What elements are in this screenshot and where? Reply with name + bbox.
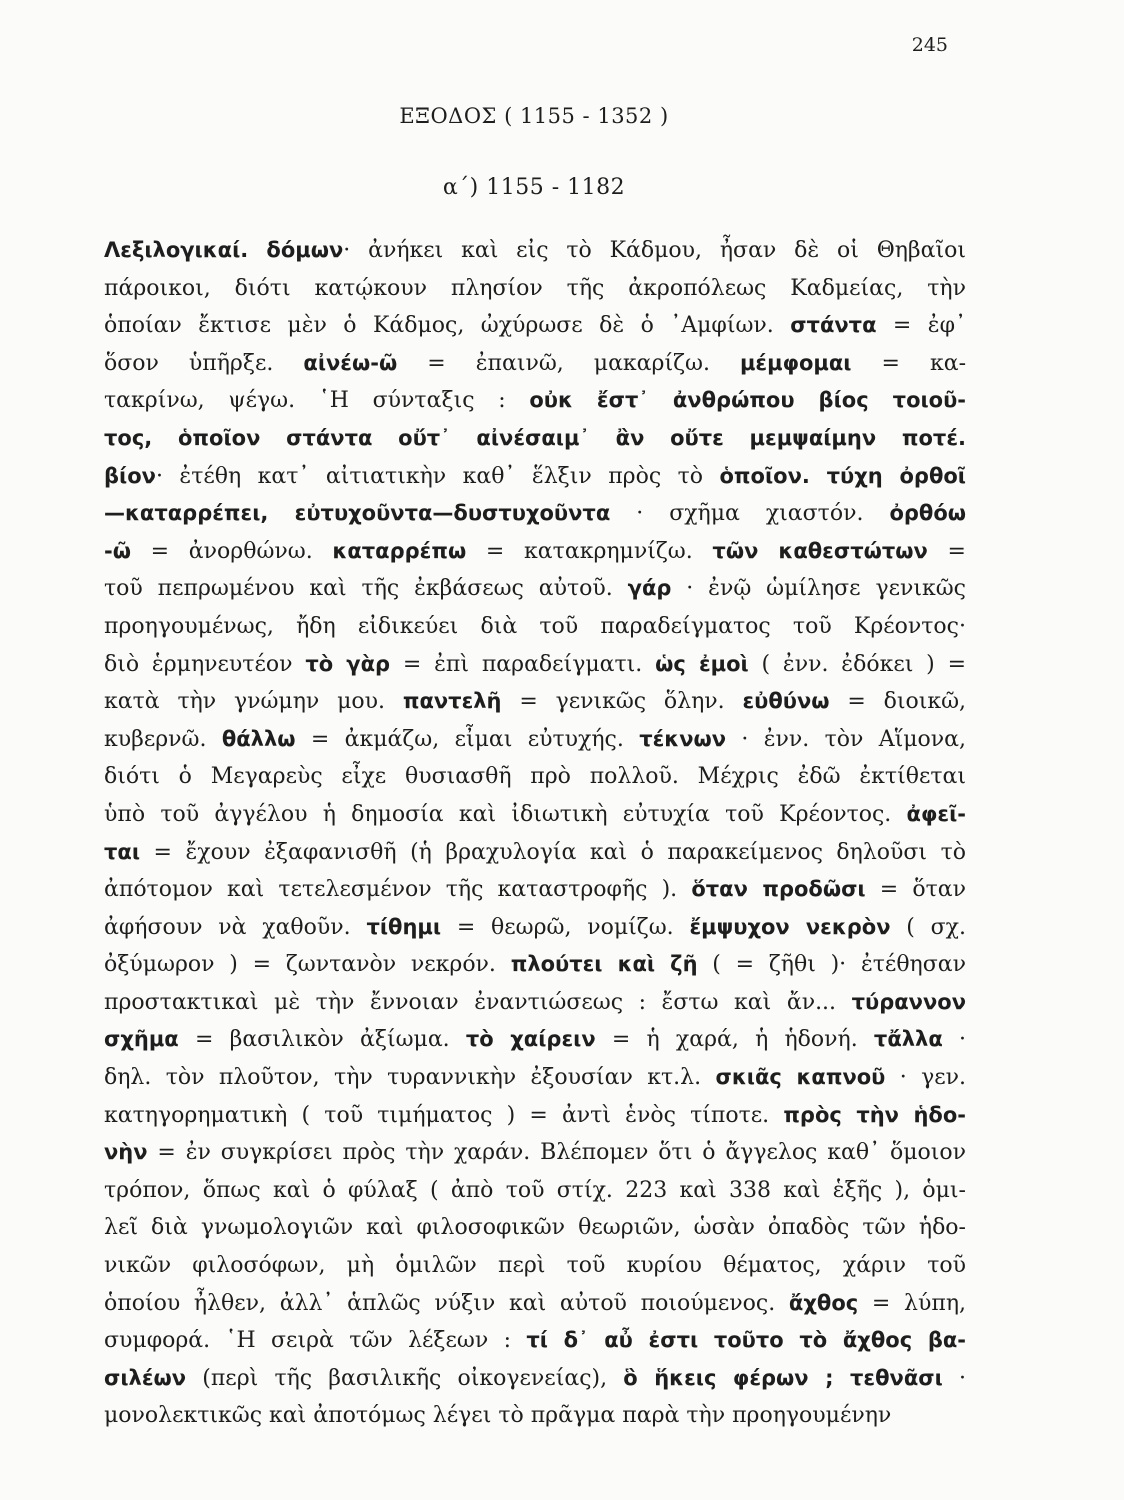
text-line [104,871,966,909]
gloss-text: ἀπότομον καὶ τετελεσμένον τῆς καταστροφῆς ). [104,877,692,903]
lemma-term: ἔμψυχον νεκρὸν [689,914,891,939]
gloss-text: τρόπον, ὅπως καὶ ὁ φύλαξ ( ἀπὸ τοῦ στίχ. 223 καὶ 338 καὶ ἑξῆς ), ὁμι- [104,1177,966,1203]
text-line [104,495,966,533]
gloss-text: συμφορά. ῾Η σειρὰ τῶν λέξεων : [104,1328,527,1354]
gloss-text: = ἐν συγκρίσει πρὸς τὴν χαράν. Βλέπομεν ὅτι ὁ ἄγγελος καθ᾿ ὅμοιον [147,1140,966,1166]
lemma-term: τὸ γὰρ [305,651,391,676]
text-line [104,608,966,646]
gloss-text: διότι ὁ Μεγαρεὺς εἶχε θυσιασθῆ πρὸ πολλοῦ. Μέχρις ἐδῶ ἐκτίθεται [104,764,966,790]
text-line [104,1322,966,1360]
gloss-text: = ἐπαινῶ, μακαρίζω. [397,350,740,376]
lemma-term: εὐθύνω [742,689,830,714]
lemma-term: τἄλλα [873,1027,943,1052]
gloss-text: ὅσον ὑπῆρξε. [104,350,304,376]
lemma-term: οὐκ ἔστ᾿ ἀνθρώπου βίος τοιοῦ- [529,388,967,413]
gloss-text: = [927,538,966,564]
text-line [104,1059,966,1097]
text-line [104,984,966,1022]
lemma-term: ὃ ἥκεις φέρων ; τεθνᾶσι [623,1365,943,1390]
lemma-term: —καταρρέπει, εὐτυχοῦντα—δυστυχοῦντα [104,501,611,526]
gloss-text: = ἐφ᾿ [876,313,966,339]
lemma-term: αἰνέω-ῶ [303,350,398,375]
gloss-text: · [942,1365,966,1391]
gloss-text: κυβερνῶ. [104,726,222,752]
gloss-text: ( σχ. [890,914,966,940]
text-line [104,834,966,872]
gloss-text: = ἔχουν ἐξαφανισθῆ (ἡ βραχυλογία καὶ ὁ παρακείμενος δηλοῦσι τὸ [140,839,966,865]
gloss-text: = ἡ χαρά, ἡ ἡδονή. [595,1027,874,1053]
gloss-text: τοῦ πεπρωμένου καὶ τῆς ἐκβάσεως αὐτοῦ. [104,576,628,602]
lemma-term: παντελῆ [402,689,502,714]
gloss-text: τακρίνω, ψέγω. ῾Η σύνταξις : [104,388,530,414]
gloss-text: = κατακρημνίζω. [466,538,713,564]
text-line [104,721,966,759]
gloss-text: = θεωρῶ, νομίζω. [441,914,690,940]
gloss-text: · ἐτέθη κατ᾿ αἰτιατικὴν καθ᾿ ἕλξιν πρὸς τὸ [155,463,720,489]
gloss-text: = ἐπὶ παραδείγματι. [390,651,656,677]
text-line [104,458,966,496]
gloss-text: · ἐνῷ ὡμίλησε γενικῶς [671,576,966,602]
lemma-term: καταρρέπω [332,538,467,563]
text-line [104,232,966,270]
lemma-term: θάλλω [221,726,296,751]
gloss-text: = κα- [851,350,966,376]
lemma-term: ὡς ἐμοὶ [655,651,749,676]
gloss-text: = διοικῶ, [829,689,967,715]
gloss-text: ἀφήσουν νὰ χαθοῦν. [104,914,367,940]
text-line [104,1097,966,1135]
text-line [104,1172,966,1210]
text-line [104,946,966,984]
lemma-term: Λεξιλογικαί. δόμων [104,238,344,262]
text-line [104,345,966,383]
lemma-term: στάντα [790,313,877,338]
gloss-text: = γενικῶς ὅλην. [501,689,743,715]
lemma-term: ὁποῖον. τύχη ὀρθοῖ [719,463,966,488]
lemma-term: πλούτει καὶ ζῆ [510,952,698,977]
gloss-text: ὁποίαν ἔκτισε μὲν ὁ Κάδμος, ὠχύρωσε δὲ ὁ ᾿Αμφίων. [104,313,791,339]
gloss-text: ὑπὸ τοῦ ἀγγέλου ἡ δημοσία καὶ ἰδιωτικὴ εὐτυχία τοῦ Κρέοντος. [104,801,907,827]
text-line [104,1021,966,1059]
text-line [104,646,966,684]
text-line [104,1360,966,1398]
lemma-term: τὸ χαίρειν [465,1027,596,1052]
lemma-term: τύραννον [851,989,966,1014]
gloss-text: ὁποίου ἦλθεν, ἀλλ᾿ ἁπλῶς νύξιν καὶ αὐτοῦ ποιούμενος. [104,1290,789,1316]
text-line [104,270,966,308]
page-number: 245 [911,34,948,56]
gloss-text: · σχῆμα χιαστόν. [610,501,890,527]
gloss-text: νικῶν φιλοσόφων, μὴ ὁμιλῶν περὶ τοῦ κυρίου θέματος, χάριν τοῦ [104,1253,966,1279]
gloss-text: = ὅταν [865,877,966,903]
gloss-text: μονολεκτικῶς καὶ ἀποτόμως λέγει τὸ πρᾶγμα παρὰ τὴν προηγουμένην [104,1403,892,1429]
lemma-term: τί δ᾿ αὖ ἐστι τοῦτο τὸ ἄχθος βα- [526,1328,966,1353]
gloss-text: προστακτικαὶ μὲ τὴν ἔννοιαν ἐναντιώσεως : ἔστω καὶ ἄν... [104,989,852,1015]
gloss-text: κατηγορηματικὴ ( τοῦ τιμήματος ) = ἀντὶ ἑνὸς τίποτε. [104,1102,784,1128]
gloss-text: = ἀκμάζω, εἶμαι εὐτυχής. [295,726,640,752]
gloss-text: = λύπη, [858,1290,966,1316]
gloss-text: ὀξύμωρον ) = ζωντανὸν νεκρόν. [104,952,511,978]
lemma-term: πρὸς τὴν ἡδο- [783,1102,966,1127]
text-line [104,758,966,796]
lemma-term: γάρ [627,576,672,601]
gloss-text: λεῖ διὰ γνωμολογιῶν καὶ φιλοσοφικῶν θεωριῶν, ὡσὰν ὀπαδὸς τῶν ἡδο- [104,1215,966,1241]
text-line [104,533,966,571]
text-line [104,420,966,458]
gloss-text: πάροικοι, διότι κατῴκουν πλησίον τῆς ἀκροπόλεως Καδμείας, τὴν [104,275,966,301]
text-line [104,1285,966,1323]
lemma-term: σιλέων [104,1365,187,1390]
lemma-term: ἀφεῖ- [906,801,966,826]
lemma-term: τος, ὁποῖον στάντα οὔτ᾿ αἰνέσαιμ᾿ ἂν οὔτε μεμψαίμην ποτέ. [104,425,966,450]
text-line [104,307,966,345]
lemma-term: ὅταν προδῶσι [691,877,866,902]
lemma-term: -ῶ [104,538,131,563]
gloss-text: · ἐνν. τὸν Αἵμονα, [726,726,967,752]
lemma-term: τίθημι [366,914,442,939]
gloss-text: · γεν. [885,1065,966,1091]
text-line [104,909,966,947]
lemma-term: τέκνων [639,726,727,751]
text-line [104,1247,966,1285]
text-line [104,570,966,608]
lemma-term: ται [104,839,141,864]
lemma-term: σχῆμα [104,1027,179,1052]
text-line [104,796,966,834]
gloss-text: δηλ. τὸν πλοῦτον, τὴν τυραννικὴν ἐξουσίαν κτ.λ. [104,1065,716,1091]
gloss-text: (περὶ τῆς βασιλικῆς οἰκογενείας), [186,1365,624,1391]
subsection-heading: α΄) 1155 - 1182 [442,175,626,200]
lemma-term: νὴν [104,1140,148,1165]
gloss-text: διὸ ἑρμηνευτέον [104,651,306,677]
text-line [104,1397,966,1435]
text-line [104,683,966,721]
commentary-text [104,232,966,1435]
gloss-text: κατὰ τὴν γνώμην μου. [104,689,403,715]
lemma-term: τῶν καθεστώτων [712,538,928,563]
text-line [104,1209,966,1247]
text-line [104,382,966,420]
lemma-term: ἄχθος [788,1290,859,1315]
lemma-term: βίον [104,463,156,488]
gloss-text: ( ἐνν. ἐδόκει ) = [748,651,967,677]
text-line [104,1134,966,1172]
gloss-text: · [942,1027,966,1053]
gloss-text: · ἀνήκει καὶ εἰς τὸ Κάδμου, ἦσαν δὲ οἱ Θηβαῖοι [343,238,966,263]
section-heading: ΕΞΟΔΟΣ ( 1155 - 1352 ) [399,104,669,128]
lemma-term: σκιᾶς καπνοῦ [715,1065,886,1090]
gloss-text: = ἀνορθώνω. [130,538,333,564]
gloss-text: ( = ζῆθι )· ἐτέθησαν [697,952,966,978]
lemma-term: μέμφομαι [739,350,852,375]
gloss-text: προηγουμένως, ἤδη εἰδικεύει διὰ τοῦ παραδείγματος τοῦ Κρέοντος· [104,613,966,639]
lemma-term: ὀρθόω [889,501,967,526]
gloss-text: = βασιλικὸν ἀξίωμα. [178,1027,466,1053]
